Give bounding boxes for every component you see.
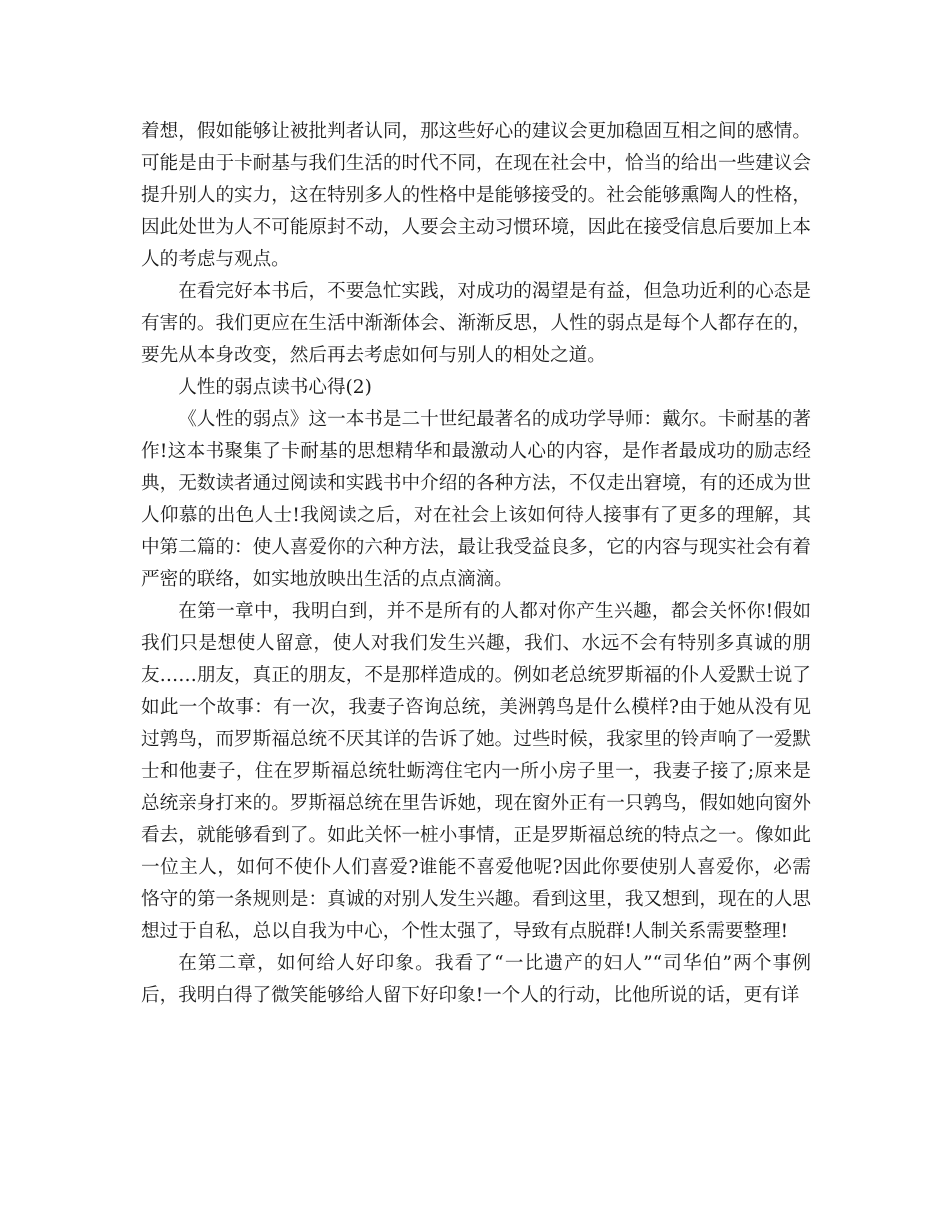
paragraph-advice: 在看完好本书后，不要急忙实践，对成功的渴望是有益，但急功近利的心态是有害的。我们更应在生活中渐渐体会、渐渐反思，人性的弱点是每个人都存在的，要先从本身改变，然后再去考虑如何与别人的相处之道。	[141, 281, 811, 366]
document-body	[141, 116, 811, 1012]
paragraph-continuation: 着想，假如能够让被批判者认同，那这些好心的建议会更加稳固互相之间的感情。可能是由于卡耐基与我们生活的时代不同，在现在社会中，恰当的给出一些建议会提升别人的实力，这在特别多人的性格中是能够接受的。社会能够熏陶人的性格，因此处世为人不可能原封不动，人要会主动习惯环境，因此在接受信息后要加上本人的考虑与观点。	[141, 121, 811, 270]
paragraph-book-intro: 《人性的弱点》这一本书是二十世纪最著名的成功学导师：戴尔。卡耐基的著作!这本书聚集了卡耐基的思想精华和最激动人心的内容，是作者最成功的励志经典，无数读者通过阅读和实践书中介绍的各种方法，不仅走出窘境，有的还成为世人仰慕的出色人士!我阅读之后，对在社会上该如何待人接事有了更多的理解，其中第二篇的：使人喜爱你的六种方法，最让我受益良多，它的内容与现实社会有着严密的联络，如实地放映出生活的点点滴滴。	[141, 409, 811, 590]
paragraph-chapter-two: 在第二章，如何给人好印象。我看了“一比遗产的妇人”“司华伯”两个事例后，我明白得了微笑能够给人留下好印象!一个人的行动，比他所说的话，更有详	[141, 953, 811, 1006]
paragraph-chapter-one: 在第一章中，我明白到，并不是所有的人都对你产生兴趣，都会关怀你!假如我们只是想使人留意，使人对我们发生兴趣，我们、水远不会有特别多真诚的朋友……朋友，真正的朋友，不是那样造成的。例如老总统罗斯福的仆人爱默士说了如此一个故事：有一次，我妻子咨询总统，美洲鹑鸟是什么模样?由于她从没有见过鹑鸟，而罗斯福总统不厌其详的告诉了她。过些时候，我家里的铃声响了一爱默士和他妻子，住在罗斯福总统牡蛎湾住宅内一所小房子里一，我妻子接了;原来是总统亲身打来的。罗斯福总统在里告诉她，现在窗外正有一只鹑鸟，假如她向窗外看去，就能够看到了。如此关怀一桩小事情，正是罗斯福总统的特点之一。像如此一位主人，如何不使仆人们喜爱?谁能不喜爱他呢?因此你要使别人喜爱你，必需恪守的第一条规则是：真诚的对别人发生兴趣。看到这里，我又想到，现在的人思想过于自私，总以自我为中心，个性太强了，导致有点脱群!人制关系需要整理!	[141, 601, 811, 942]
section-heading: 人性的弱点读书心得(2)	[178, 377, 372, 398]
